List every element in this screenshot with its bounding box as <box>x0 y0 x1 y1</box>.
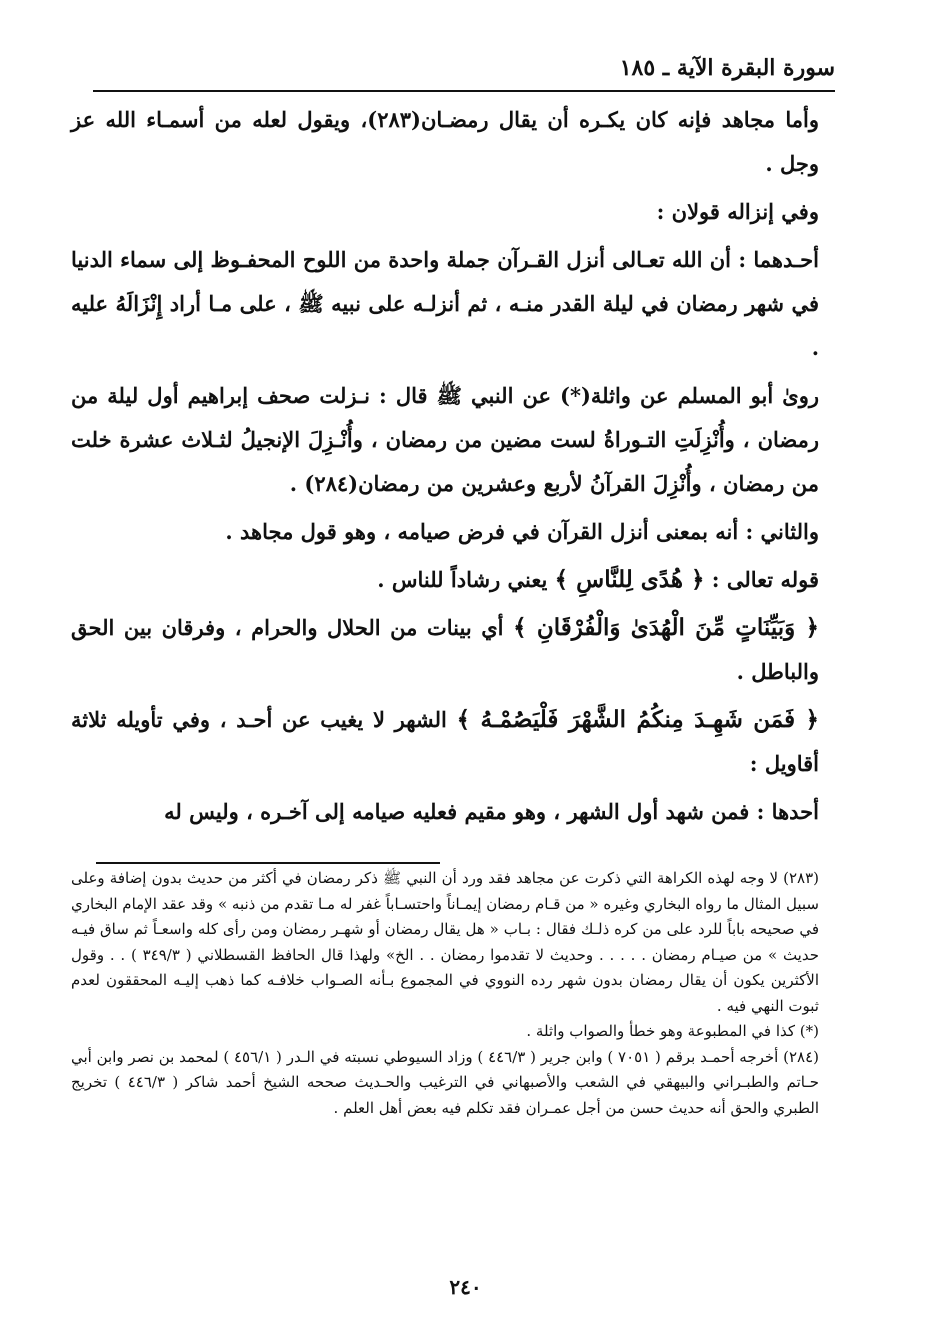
paragraph-wathila-narration: روىٰ أبو المسلم عن واثلة(*) عن النبي ﷺ قال : نـزلت صحف إبراهيم أول ليلة من رمضان ، وأُنْزِلَتِ التـوراةُ لست مضين من رمضان ، وأُنْـزِلَ الإنجيلُ لثـلاث عشرة خلت من رمضان ، وأُنْزِلَ القرآنُ لأربع وعشرين من رمضان(٢٨٤) . <box>71 383 819 496</box>
footnote-284: (٢٨٤) أخرجه أحمـد برقم ( ٧٠٥١ ) وابن جرير ( ٤٤٦/٣ ) وزاد السيوطي نسبته في الـدر ( ٤٥٦/١ ) لمحمد بن نصر وابن أبي حـاتم والطبـراني والبيهقي في الشعب والأصبهاني في الترغيب والحـديث صححه الشيخ أحمد شاكر ( ٤٤٦/٣ ) تخريج الطبري والحق أنه حديث حسن من أجل عمـران فقد تكلم فيه بعض أهل العلم . <box>71 1047 819 1117</box>
quran-verse: ﴿ هُدًى لِلنَّاسِ ﴾ <box>554 566 705 593</box>
main-text <box>71 98 819 838</box>
paragraph-shahida <box>71 698 819 786</box>
paragraph-first-saying: أحدها : فمن شهد أول الشهر ، وهو مقيم فعليه صيامه إلى آخـره ، وليس له <box>164 799 819 824</box>
paragraph-revelation-intro: وفي إنزاله قولان : <box>656 199 819 224</box>
paragraph-second-opinion: والثاني : أنه بمعنى أنزل القرآن في فرض صيامه ، وهو قول مجاهد . <box>225 519 819 544</box>
page-number: ٢٤٠ <box>449 1275 482 1299</box>
paragraph-mujahid: وأما مجاهد فإنه كان يكـره أن يقال رمضـان(٢٨٣)، ويقول لعله من أسمـاء الله عز وجل . <box>71 107 820 176</box>
footnotes <box>71 866 819 1121</box>
quran-verse: ﴿ وَبَيِّنَاتٍ مِّنَ الْهُدَىٰ وَالْفُرْقَانِ ﴾ <box>513 614 820 641</box>
quran-verse: ﴿ فَمَن شَهِـدَ مِنكُمُ الشَّهْرَ فَلْيَصُمْـهُ ﴾ <box>456 706 819 733</box>
paragraph-text: الشهر لا يغيب عن أحـد ، وفي تأويله ثلاثة أقاويل : <box>71 707 819 776</box>
footnote-divider <box>96 862 440 864</box>
paragraph-bayyinat <box>71 606 819 694</box>
footnote-283: (٢٨٣) لا وجه لهذه الكراهة التي ذكرت عن مجاهد فقد ورد أن النبي ﷺ ذكر رمضان في أكثر من حديث بدون إضافة وعلى سبيل المثال ما رواه البخاري وغيره « من قـام رمضان إيمـاناً واحتسـاباً غفر له مـا تقدم من ذنبه » وقد عقد الإمام البخاري في صحيحه باباً للرد على من كره ذلـك فقال : بـاب « هل يقال رمضان أو شهـر رمضان ومن رأى كله واسعـاً ثم ساق فيـه حديث » من صيـام رمضان . . . . . وحديث لا تقدموا رمضان . . الخ» ولهذا قال الحافظ القسطلاني ( ٣٤٩/٣ ) . . وقول الأكثرين يكون أن يقال رمضان بدون شهر رده النووي في المجموع بـأنه الصـواب خلافـه كما ذهب إليـه المحققون لعدم ثبوت النهي فيه . <box>71 869 819 1015</box>
paragraph-text: أي بينات من الحلال والحرام ، وفرقان بين الحق والباطل . <box>71 615 819 684</box>
paragraph-first-opinion: أحـدهما : أن الله تعـالى أنزل القـرآن جملة واحدة من اللوح المحفـوظ إلى سماء الدنيا في شهر رمضان في ليلة القدر منـه ، ثم أنزلـه على نبيه ﷺ ، على مـا أراد إِنْزَالَهُ عليه . <box>71 247 819 360</box>
paragraph-text: يعني رشاداً للناس . <box>377 567 555 592</box>
paragraph-text: قوله تعالى : <box>704 567 819 592</box>
footnote-star: (*) كذا في المطبوعة وهو خطأ والصواب واثلة . <box>526 1022 819 1040</box>
header-divider <box>93 90 835 92</box>
paragraph-huda-linnas <box>71 558 819 602</box>
running-header-title: سورة البقرة الآية ـ ١٨٥ <box>619 55 835 81</box>
